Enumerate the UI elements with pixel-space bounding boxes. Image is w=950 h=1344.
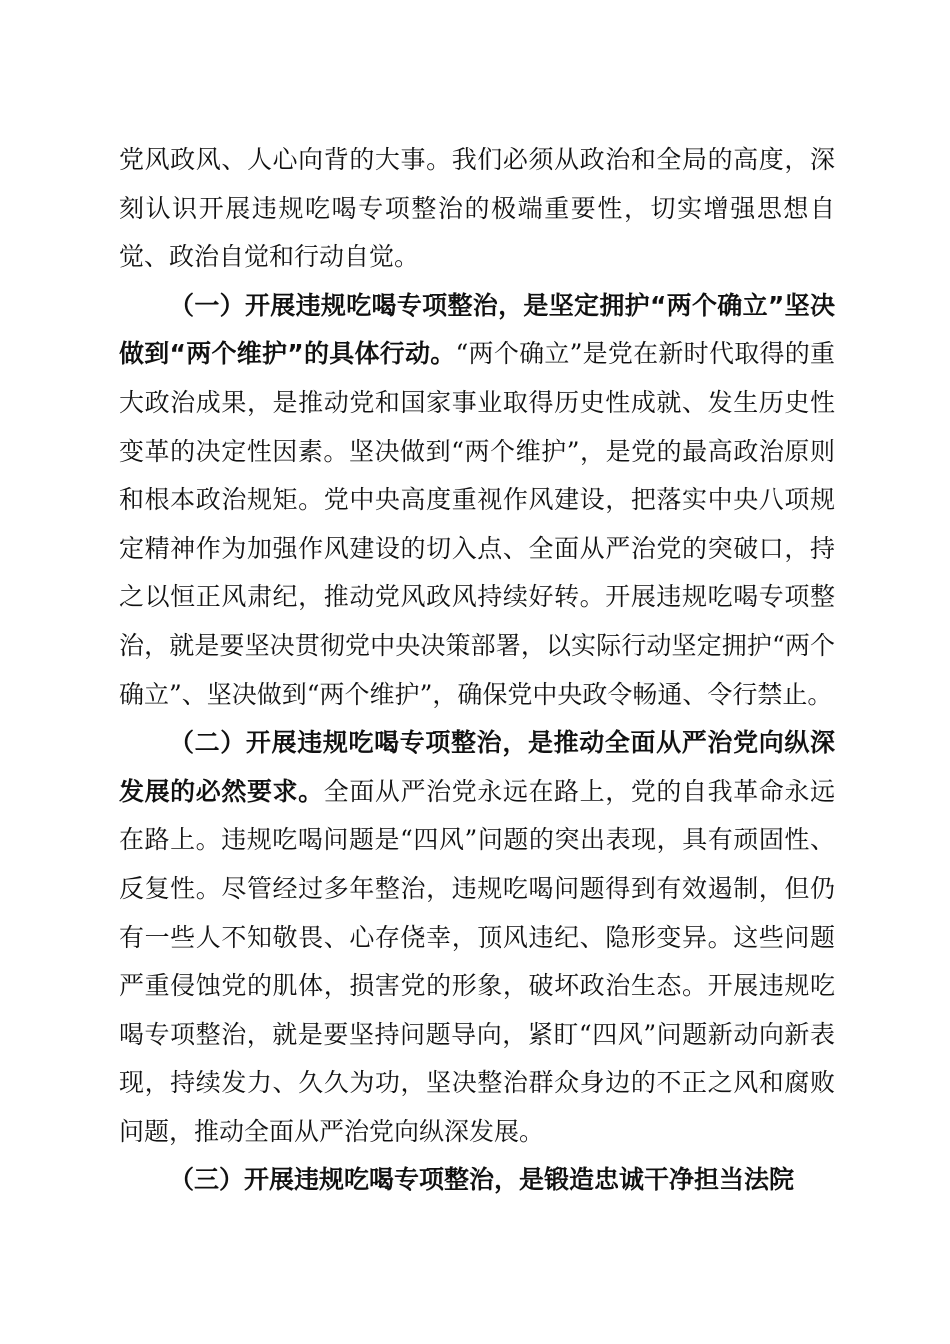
paragraph-section-1 bbox=[119, 282, 835, 719]
paragraph-text: 党风政风、人心向背的大事。我们必须从政治和全局的高度，深刻认识开展违规吃喝专项整治的极端重要性，切实增强思想自觉、政治自觉和行动自觉。 bbox=[119, 145, 835, 272]
section-heading-2: （二）开展违规吃喝专项整治，是推动全面从严治党向纵深发展的必然要求。 bbox=[119, 728, 835, 806]
section-text-2: 全面从严治党永远在路上，党的自我革命永远在路上。违规吃喝问题是“四风”问题的突出表现，具有顽固性、反复性。尽管经过多年整治，违规吃喝问题得到有效遏制，但仍有一些人不知敬畏、心存侥幸，顶风违纪、隐形变异。这些问题严重侵蚀党的肌体，损害党的形象，破坏政治生态。开展违规吃喝专项整治，就是要坚持问题导向，紧盯“四风”问题新动向新表现，持续发力、久久为功，坚决整治群众身边的不正之风和腐败问题，推动全面从严治党向纵深发展。 bbox=[119, 776, 835, 1146]
paragraph-section-3 bbox=[119, 1156, 835, 1205]
section-heading-1: （一）开展违规吃喝专项整治，是坚定拥护“两个确立”坚决做到“两个维护”的具体行动。 bbox=[119, 290, 835, 369]
section-heading-3: （三）开展违规吃喝专项整治，是锻造忠诚干净担当法院 bbox=[169, 1165, 795, 1195]
section-text-1: “两个确立”是党在新时代取得的重大政治成果，是推动党和国家事业取得历史性成就、发生历史性变革的决定性因素。坚决做到“两个维护”，是党的最高政治原则和根本政治规矩。党中央高度重视作风建设，把落实中央八项规定精神作为加强作风建设的切入点、全面从严治党的突破口，持之以恒正风肃纪，推动党风政风持续好转。开展违规吃喝专项整治，就是要坚决贯彻党中央决策部署，以实际行动坚定拥护“两个确立”、坚决做到“两个维护”，确保党中央政令畅通、令行禁止。 bbox=[119, 339, 835, 709]
document-body bbox=[119, 136, 835, 1205]
paragraph-section-2 bbox=[119, 719, 835, 1156]
paragraph-continuation bbox=[119, 136, 835, 282]
